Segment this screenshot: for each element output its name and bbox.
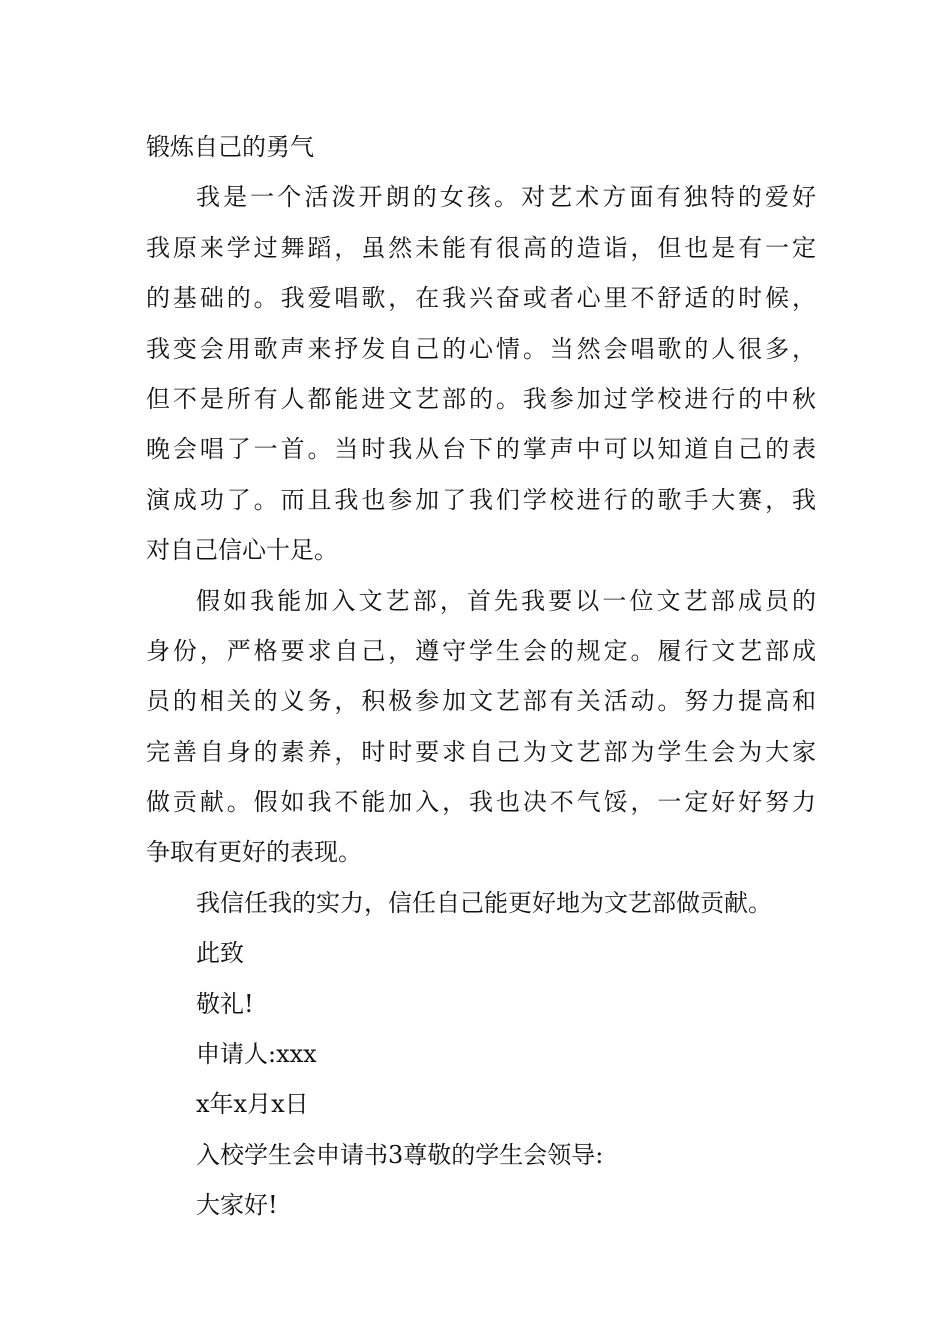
closing-regards: 敬礼! <box>196 989 254 1018</box>
applicant-line: 申请人:xxx <box>196 1040 317 1069</box>
paragraph-1-line-8: 对自己信心十足。 <box>146 536 338 565</box>
paragraph-1-line-1: 我是一个活泼开朗的女孩。对艺术方面有独特的爱好 <box>196 183 816 212</box>
closing-salutation: 此致 <box>196 939 244 968</box>
paragraph-2-line-4: 完善自身的素养，时时要求自己为文艺部为学生会为大家 <box>146 737 816 766</box>
document-body <box>146 122 816 1231</box>
paragraph-1-line-7: 演成功了。而且我也参加了我们学校进行的歌手大赛，我 <box>146 485 816 514</box>
paragraph-1-line-4: 我变会用歌声来抒发自己的心情。当然会唱歌的人很多， <box>146 334 816 363</box>
paragraph-2-line-1: 假如我能加入文艺部，首先我要以一位文艺部成员的 <box>196 586 816 615</box>
paragraph-1-line-6: 晚会唱了一首。当时我从台下的掌声中可以知道自己的表 <box>146 435 816 464</box>
paragraph-1-line-2: 我原来学过舞蹈，虽然未能有很高的造诣，但也是有一定 <box>146 233 816 262</box>
greeting-line: 大家好! <box>196 1191 278 1220</box>
paragraph-1-line-5: 但不是所有人都能进文艺部的。我参加过学校进行的中秋 <box>146 384 816 413</box>
date-line: x年x月x日 <box>196 1090 309 1119</box>
text-line-title: 锻炼自己的勇气 <box>146 133 314 161</box>
paragraph-3: 我信任我的实力，信任自己能更好地为文艺部做贡献。 <box>196 888 772 917</box>
paragraph-2-line-3: 员的相关的义务，积极参加文艺部有关活动。努力提高和 <box>146 687 816 716</box>
paragraph-2-line-6: 争取有更好的表现。 <box>146 838 362 867</box>
paragraph-2-line-2: 身份，严格要求自己，遵守学生会的规定。履行文艺部成 <box>146 636 816 665</box>
paragraph-2-line-5: 做贡献。假如我不能加入，我也决不气馁，一定好好努力 <box>146 788 816 817</box>
paragraph-1-line-3: 的基础的。我爱唱歌，在我兴奋或者心里不舒适的时候， <box>146 284 816 313</box>
next-letter-heading: 入校学生会申请书3尊敬的学生会领导: <box>196 1140 604 1169</box>
